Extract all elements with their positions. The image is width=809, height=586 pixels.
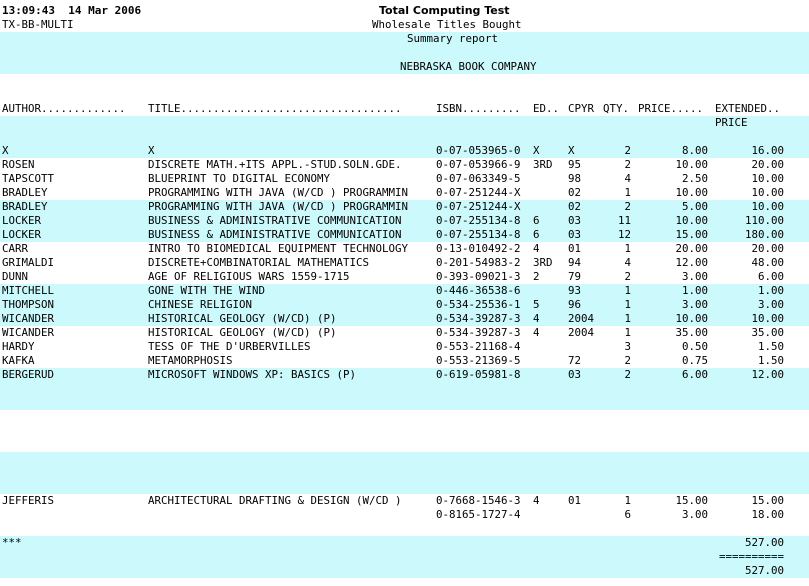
- subtotal: 527.00: [744, 536, 784, 549]
- cell-cpyr: 01: [568, 242, 582, 255]
- cell-author: BRADLEY: [2, 186, 48, 199]
- cell-isbn: 0-446-36538-6: [436, 284, 521, 297]
- cell-price: 10.00: [675, 312, 708, 325]
- cell-author: KAFKA: [2, 354, 35, 367]
- cell-title: BLUEPRINT TO DIGITAL ECONOMY: [148, 172, 331, 185]
- cell-cpyr: X: [568, 144, 575, 157]
- cell-author: JEFFERIS: [2, 494, 55, 507]
- cell-isbn: 0-7668-1546-3: [436, 494, 521, 507]
- cell-author: DUNN: [2, 270, 29, 283]
- cell-isbn: 0-8165-1727-4: [436, 508, 521, 521]
- cell-qty: 4: [624, 172, 631, 185]
- cell-price: 0.50: [681, 340, 708, 353]
- col-price: PRICE.....: [638, 102, 704, 115]
- cell-author: LOCKER: [2, 214, 42, 227]
- cell-price: 15.00: [675, 494, 708, 507]
- cell-cpyr: 03: [568, 228, 582, 241]
- cell-cpyr: 95: [568, 158, 582, 171]
- cell-isbn: 0-553-21369-5: [436, 354, 521, 367]
- cell-price: 6.00: [681, 368, 708, 381]
- cell-title: BUSINESS & ADMINISTRATIVE COMMUNICATION: [148, 228, 402, 241]
- cell-extended: 1.00: [757, 284, 784, 297]
- cell-isbn: 0-07-053965-0: [436, 144, 521, 157]
- cell-ed: 3RD: [533, 158, 553, 171]
- cell-author: BERGERUD: [2, 368, 55, 381]
- cell-price: 10.00: [675, 214, 708, 227]
- cell-title: METAMORPHOSIS: [148, 354, 233, 367]
- cell-title: PROGRAMMING WITH JAVA (W/CD ) PROGRAMMIN: [148, 186, 409, 199]
- cell-title: HISTORICAL GEOLOGY (W/CD) (P): [148, 312, 337, 325]
- cell-extended: 10.00: [751, 186, 784, 199]
- cell-isbn: 0-07-053966-9: [436, 158, 521, 171]
- cell-ed: 5: [533, 298, 540, 311]
- cell-extended: 3.00: [757, 298, 784, 311]
- cell-cpyr: 72: [568, 354, 582, 367]
- cell-ed: 4: [533, 494, 540, 507]
- cell-ed: X: [533, 144, 540, 157]
- col-qty: QTY.: [603, 102, 630, 115]
- cell-extended: 12.00: [751, 368, 784, 381]
- cell-price: 10.00: [675, 158, 708, 171]
- cell-isbn: 0-13-010492-2: [436, 242, 521, 255]
- cell-title: ARCHITECTURAL DRAFTING & DESIGN (W/CD ): [148, 494, 402, 507]
- cell-qty: 1: [624, 312, 631, 325]
- timestamp: 13:09:43 14 Mar 2006: [2, 4, 142, 17]
- cell-qty: 2: [624, 354, 631, 367]
- cell-isbn: 0-07-251244-X: [436, 186, 521, 199]
- col-extended-price: PRICE: [715, 116, 748, 129]
- cell-author: WICANDER: [2, 312, 55, 325]
- col-title: TITLE..................................: [148, 102, 402, 115]
- cell-isbn: 0-07-251244-X: [436, 200, 521, 213]
- cell-isbn: 0-534-25536-1: [436, 298, 521, 311]
- cell-qty: 12: [617, 228, 631, 241]
- cell-title: HISTORICAL GEOLOGY (W/CD) (P): [148, 326, 337, 339]
- cell-author: GRIMALDI: [2, 256, 55, 269]
- cell-author: CARR: [2, 242, 29, 255]
- cell-qty: 2: [624, 158, 631, 171]
- cell-qty: 2: [624, 368, 631, 381]
- cell-cpyr: 79: [568, 270, 582, 283]
- cell-cpyr: 02: [568, 186, 582, 199]
- cell-ed: 6: [533, 228, 540, 241]
- cell-cpyr: 96: [568, 298, 582, 311]
- report-subtitle: Wholesale Titles Bought: [372, 18, 522, 31]
- cell-qty: 2: [624, 270, 631, 283]
- cell-title: INTRO TO BIOMEDICAL EQUIPMENT TECHNOLOGY: [148, 242, 409, 255]
- cell-ed: 3RD: [533, 256, 553, 269]
- cell-cpyr: 93: [568, 284, 582, 297]
- cell-price: 8.00: [681, 144, 708, 157]
- report-id: TX-BB-MULTI: [2, 18, 74, 31]
- cell-cpyr: 2004: [568, 326, 595, 339]
- cell-isbn: 0-393-09021-3: [436, 270, 521, 283]
- cell-extended: 10.00: [751, 172, 784, 185]
- band: [0, 536, 809, 578]
- cell-extended: 180.00: [744, 228, 784, 241]
- cell-price: 35.00: [675, 326, 708, 339]
- col-cpyr: CPYR: [568, 102, 595, 115]
- report-title: Total Computing Test: [379, 4, 510, 17]
- cell-ed: 4: [533, 312, 540, 325]
- cell-cpyr: 03: [568, 368, 582, 381]
- cell-price: 0.75: [681, 354, 708, 367]
- cell-qty: 11: [617, 214, 631, 227]
- cell-price: 20.00: [675, 242, 708, 255]
- cell-author: X: [2, 144, 9, 157]
- cell-extended: 1.50: [757, 340, 784, 353]
- company-name: NEBRASKA BOOK COMPANY: [400, 60, 537, 73]
- cell-extended: 20.00: [751, 242, 784, 255]
- cell-price: 3.00: [681, 270, 708, 283]
- cell-qty: 1: [624, 326, 631, 339]
- cell-ed: 4: [533, 326, 540, 339]
- cell-qty: 6: [624, 508, 631, 521]
- cell-qty: 1: [624, 298, 631, 311]
- cell-author: MITCHELL: [2, 284, 55, 297]
- cell-price: 3.00: [681, 508, 708, 521]
- cell-cpyr: 98: [568, 172, 582, 185]
- cell-author: BRADLEY: [2, 200, 48, 213]
- cell-price: 15.00: [675, 228, 708, 241]
- cell-price: 2.50: [681, 172, 708, 185]
- cell-extended: 110.00: [744, 214, 784, 227]
- cell-extended: 20.00: [751, 158, 784, 171]
- cell-cpyr: 02: [568, 200, 582, 213]
- cell-ed: 6: [533, 214, 540, 227]
- cell-qty: 1: [624, 284, 631, 297]
- cell-qty: 2: [624, 144, 631, 157]
- cell-price: 10.00: [675, 186, 708, 199]
- cell-qty: 1: [624, 186, 631, 199]
- cell-qty: 1: [624, 242, 631, 255]
- cell-extended: 6.00: [757, 270, 784, 283]
- cell-qty: 1: [624, 494, 631, 507]
- cell-isbn: 0-07-255134-8: [436, 214, 521, 227]
- cell-price: 3.00: [681, 298, 708, 311]
- cell-author: TAPSCOTT: [2, 172, 55, 185]
- cell-extended: 48.00: [751, 256, 784, 269]
- col-ed: ED..: [533, 102, 560, 115]
- cell-isbn: 0-534-39287-3: [436, 312, 521, 325]
- cell-author: ROSEN: [2, 158, 35, 171]
- cell-author: HARDY: [2, 340, 35, 353]
- cell-title: PROGRAMMING WITH JAVA (W/CD ) PROGRAMMIN: [148, 200, 409, 213]
- cell-isbn: 0-619-05981-8: [436, 368, 521, 381]
- cell-cpyr: 2004: [568, 312, 595, 325]
- cell-isbn: 0-07-255134-8: [436, 228, 521, 241]
- cell-title: AGE OF RELIGIOUS WARS 1559-1715: [148, 270, 350, 283]
- cell-title: X: [148, 144, 155, 157]
- cell-extended: 18.00: [751, 508, 784, 521]
- cell-extended: 10.00: [751, 200, 784, 213]
- cell-author: THOMPSON: [2, 298, 55, 311]
- report-type: Summary report: [407, 32, 499, 45]
- total-rule: ==========: [718, 550, 784, 563]
- cell-title: CHINESE RELIGION: [148, 298, 253, 311]
- grand-total: 527.00: [744, 564, 784, 577]
- cell-author: WICANDER: [2, 326, 55, 339]
- cell-ed: 4: [533, 242, 540, 255]
- cell-isbn: 0-534-39287-3: [436, 326, 521, 339]
- cell-extended: 10.00: [751, 312, 784, 325]
- cell-title: MICROSOFT WINDOWS XP: BASICS (P): [148, 368, 357, 381]
- cell-title: DISCRETE MATH.+ITS APPL.-STUD.SOLN.GDE.: [148, 158, 402, 171]
- cell-extended: 1.50: [757, 354, 784, 367]
- totals-marker: ***: [2, 536, 22, 549]
- cell-cpyr: 03: [568, 214, 582, 227]
- cell-author: LOCKER: [2, 228, 42, 241]
- cell-cpyr: 01: [568, 494, 582, 507]
- cell-isbn: 0-07-063349-5: [436, 172, 521, 185]
- col-isbn: ISBN.........: [436, 102, 521, 115]
- cell-price: 1.00: [681, 284, 708, 297]
- cell-extended: 16.00: [751, 144, 784, 157]
- band: [0, 452, 809, 494]
- cell-extended: 35.00: [751, 326, 784, 339]
- cell-title: DISCRETE+COMBINATORIAL MATHEMATICS: [148, 256, 370, 269]
- cell-cpyr: 94: [568, 256, 582, 269]
- cell-qty: 3: [624, 340, 631, 353]
- col-extended: EXTENDED..: [715, 102, 781, 115]
- cell-isbn: 0-553-21168-4: [436, 340, 521, 353]
- cell-price: 12.00: [675, 256, 708, 269]
- cell-title: TESS OF THE D'URBERVILLES: [148, 340, 311, 353]
- cell-ed: 2: [533, 270, 540, 283]
- cell-title: GONE WITH THE WIND: [148, 284, 266, 297]
- col-author: AUTHOR.............: [2, 102, 126, 115]
- cell-qty: 4: [624, 256, 631, 269]
- cell-qty: 2: [624, 200, 631, 213]
- cell-extended: 15.00: [751, 494, 784, 507]
- cell-isbn: 0-201-54983-2: [436, 256, 521, 269]
- cell-price: 5.00: [681, 200, 708, 213]
- cell-title: BUSINESS & ADMINISTRATIVE COMMUNICATION: [148, 214, 402, 227]
